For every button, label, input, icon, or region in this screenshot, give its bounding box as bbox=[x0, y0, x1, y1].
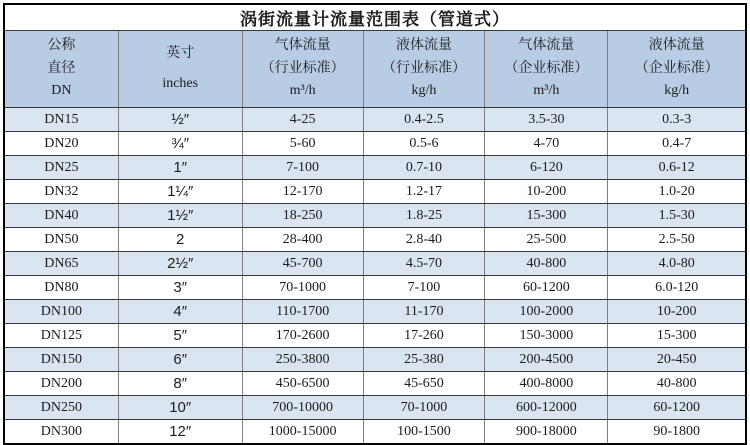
cell-gas-flow-enterprise: 60-1200 bbox=[485, 276, 608, 300]
cell-gas-flow-industry: 18-250 bbox=[242, 204, 363, 228]
cell-gas-flow-industry: 70-1000 bbox=[242, 276, 363, 300]
cell-inches: 5″ bbox=[118, 324, 242, 348]
cell-nominal-diameter: DN150 bbox=[4, 348, 118, 372]
cell-gas-flow-enterprise: 10-200 bbox=[485, 180, 608, 204]
cell-nominal-diameter: DN32 bbox=[4, 180, 118, 204]
header-line: 气体流量 bbox=[274, 38, 331, 54]
cell-liquid-flow-industry: 70-1000 bbox=[363, 396, 485, 420]
table-title: 涡街流量计流量范围表（管道式） bbox=[4, 4, 746, 31]
cell-liquid-flow-enterprise: 20-450 bbox=[608, 348, 746, 372]
cell-liquid-flow-enterprise: 0.4-7 bbox=[608, 132, 746, 156]
cell-gas-flow-enterprise: 40-800 bbox=[485, 252, 608, 276]
cell-gas-flow-enterprise: 900-18000 bbox=[485, 420, 608, 445]
cell-gas-flow-enterprise: 4-70 bbox=[485, 132, 608, 156]
header-line: 直径 bbox=[47, 60, 76, 76]
table-row bbox=[4, 108, 746, 132]
table-row bbox=[4, 156, 746, 180]
cell-liquid-flow-industry: 11-170 bbox=[363, 300, 485, 324]
cell-inches: 1″ bbox=[118, 156, 242, 180]
header-lines bbox=[364, 32, 485, 106]
cell-gas-flow-industry: 110-1700 bbox=[242, 300, 363, 324]
table-row bbox=[4, 396, 746, 420]
header-lines bbox=[119, 32, 242, 106]
cell-gas-flow-industry: 4-25 bbox=[242, 108, 363, 132]
cell-gas-flow-industry: 12-170 bbox=[242, 180, 363, 204]
cell-gas-flow-enterprise: 6-120 bbox=[485, 156, 608, 180]
cell-gas-flow-industry: 700-10000 bbox=[242, 396, 363, 420]
cell-nominal-diameter: DN125 bbox=[4, 324, 118, 348]
cell-gas-flow-industry: 7-100 bbox=[242, 156, 363, 180]
cell-liquid-flow-industry: 4.5-70 bbox=[363, 252, 485, 276]
header-line: （企业标准） bbox=[504, 60, 589, 76]
cell-gas-flow-enterprise: 150-3000 bbox=[485, 324, 608, 348]
title-row bbox=[4, 4, 746, 31]
cell-gas-flow-industry: 170-2600 bbox=[242, 324, 363, 348]
cell-inches: 3″ bbox=[118, 276, 242, 300]
header-line: 英寸 bbox=[166, 45, 195, 61]
cell-inches: 12″ bbox=[118, 420, 242, 445]
cell-nominal-diameter: DN300 bbox=[4, 420, 118, 445]
cell-liquid-flow-enterprise: 40-800 bbox=[608, 372, 746, 396]
cell-gas-flow-industry: 28-400 bbox=[242, 228, 363, 252]
cell-liquid-flow-enterprise: 0.3-3 bbox=[608, 108, 746, 132]
cell-inches: ¾″ bbox=[118, 132, 242, 156]
table-row bbox=[4, 132, 746, 156]
table-row bbox=[4, 204, 746, 228]
header-line: m³/h bbox=[533, 83, 560, 99]
cell-liquid-flow-enterprise: 6.0-120 bbox=[608, 276, 746, 300]
header-line: kg/h bbox=[411, 83, 437, 99]
cell-liquid-flow-industry: 17-260 bbox=[363, 324, 485, 348]
table-body bbox=[4, 108, 746, 445]
header-line: （企业标准） bbox=[634, 60, 719, 76]
header-line: m³/h bbox=[289, 83, 316, 99]
cell-liquid-flow-enterprise: 1.0-20 bbox=[608, 180, 746, 204]
cell-nominal-diameter: DN80 bbox=[4, 276, 118, 300]
header-line: （行业标准） bbox=[381, 60, 466, 76]
cell-nominal-diameter: DN40 bbox=[4, 204, 118, 228]
header-line: 液体流量 bbox=[648, 38, 705, 54]
cell-gas-flow-enterprise: 200-4500 bbox=[485, 348, 608, 372]
header-line: DN bbox=[51, 83, 72, 99]
cell-gas-flow-enterprise: 100-2000 bbox=[485, 300, 608, 324]
cell-inches: 2½″ bbox=[118, 252, 242, 276]
table-row bbox=[4, 348, 746, 372]
header-lines bbox=[485, 32, 607, 106]
cell-liquid-flow-industry: 100-1500 bbox=[363, 420, 485, 445]
cell-liquid-flow-industry: 7-100 bbox=[363, 276, 485, 300]
cell-gas-flow-industry: 250-3800 bbox=[242, 348, 363, 372]
cell-gas-flow-enterprise: 3.5-30 bbox=[485, 108, 608, 132]
cell-inches: 2 bbox=[118, 228, 242, 252]
cell-inches: 10″ bbox=[118, 396, 242, 420]
cell-inches: 1½″ bbox=[118, 204, 242, 228]
cell-gas-flow-industry: 5-60 bbox=[242, 132, 363, 156]
table-row bbox=[4, 276, 746, 300]
header-lines bbox=[608, 32, 745, 106]
cell-liquid-flow-industry: 1.2-17 bbox=[363, 180, 485, 204]
cell-liquid-flow-enterprise: 2.5-50 bbox=[608, 228, 746, 252]
cell-nominal-diameter: DN200 bbox=[4, 372, 118, 396]
table-row bbox=[4, 300, 746, 324]
cell-inches: 1¼″ bbox=[118, 180, 242, 204]
cell-gas-flow-enterprise: 600-12000 bbox=[485, 396, 608, 420]
cell-liquid-flow-enterprise: 0.6-12 bbox=[608, 156, 746, 180]
cell-liquid-flow-enterprise: 1.5-30 bbox=[608, 204, 746, 228]
header-line: （行业标准） bbox=[260, 60, 345, 76]
header-line: 公称 bbox=[47, 38, 76, 54]
cell-nominal-diameter: DN25 bbox=[4, 156, 118, 180]
cell-nominal-diameter: DN100 bbox=[4, 300, 118, 324]
header-lines bbox=[243, 32, 363, 106]
cell-inches: 8″ bbox=[118, 372, 242, 396]
cell-liquid-flow-industry: 0.5-6 bbox=[363, 132, 485, 156]
cell-gas-flow-industry: 450-6500 bbox=[242, 372, 363, 396]
cell-liquid-flow-enterprise: 4.0-80 bbox=[608, 252, 746, 276]
header-line: 气体流量 bbox=[518, 38, 575, 54]
cell-inches: ½″ bbox=[118, 108, 242, 132]
cell-inches: 6″ bbox=[118, 348, 242, 372]
cell-gas-flow-enterprise: 400-8000 bbox=[485, 372, 608, 396]
col-header-liquid-flow-enterprise bbox=[608, 31, 746, 108]
col-header-nominal-diameter bbox=[4, 31, 118, 108]
cell-nominal-diameter: DN20 bbox=[4, 132, 118, 156]
cell-gas-flow-industry: 45-700 bbox=[242, 252, 363, 276]
table-row bbox=[4, 372, 746, 396]
col-header-gas-flow-industry bbox=[242, 31, 363, 108]
cell-liquid-flow-industry: 45-650 bbox=[363, 372, 485, 396]
cell-liquid-flow-industry: 0.7-10 bbox=[363, 156, 485, 180]
cell-liquid-flow-enterprise: 15-300 bbox=[608, 324, 746, 348]
cell-liquid-flow-industry: 0.4-2.5 bbox=[363, 108, 485, 132]
cell-nominal-diameter: DN15 bbox=[4, 108, 118, 132]
cell-liquid-flow-industry: 25-380 bbox=[363, 348, 485, 372]
table-row bbox=[4, 324, 746, 348]
header-row bbox=[4, 31, 746, 108]
cell-liquid-flow-industry: 2.8-40 bbox=[363, 228, 485, 252]
header-lines bbox=[5, 32, 118, 106]
col-header-gas-flow-enterprise bbox=[485, 31, 608, 108]
cell-gas-flow-industry: 1000-15000 bbox=[242, 420, 363, 445]
cell-nominal-diameter: DN250 bbox=[4, 396, 118, 420]
table-row bbox=[4, 180, 746, 204]
table-row bbox=[4, 228, 746, 252]
cell-inches: 4″ bbox=[118, 300, 242, 324]
col-header-liquid-flow-industry bbox=[363, 31, 485, 108]
cell-liquid-flow-enterprise: 10-200 bbox=[608, 300, 746, 324]
flow-range-table bbox=[3, 3, 747, 445]
cell-liquid-flow-enterprise: 60-1200 bbox=[608, 396, 746, 420]
table-row bbox=[4, 420, 746, 445]
cell-nominal-diameter: DN65 bbox=[4, 252, 118, 276]
table-row bbox=[4, 252, 746, 276]
header-line: kg/h bbox=[664, 83, 690, 99]
header-line: inches bbox=[162, 75, 199, 91]
cell-gas-flow-enterprise: 25-500 bbox=[485, 228, 608, 252]
cell-nominal-diameter: DN50 bbox=[4, 228, 118, 252]
col-header-inches bbox=[118, 31, 242, 108]
cell-liquid-flow-industry: 1.8-25 bbox=[363, 204, 485, 228]
cell-liquid-flow-enterprise: 90-1800 bbox=[608, 420, 746, 445]
header-line: 液体流量 bbox=[395, 38, 452, 54]
cell-gas-flow-enterprise: 15-300 bbox=[485, 204, 608, 228]
